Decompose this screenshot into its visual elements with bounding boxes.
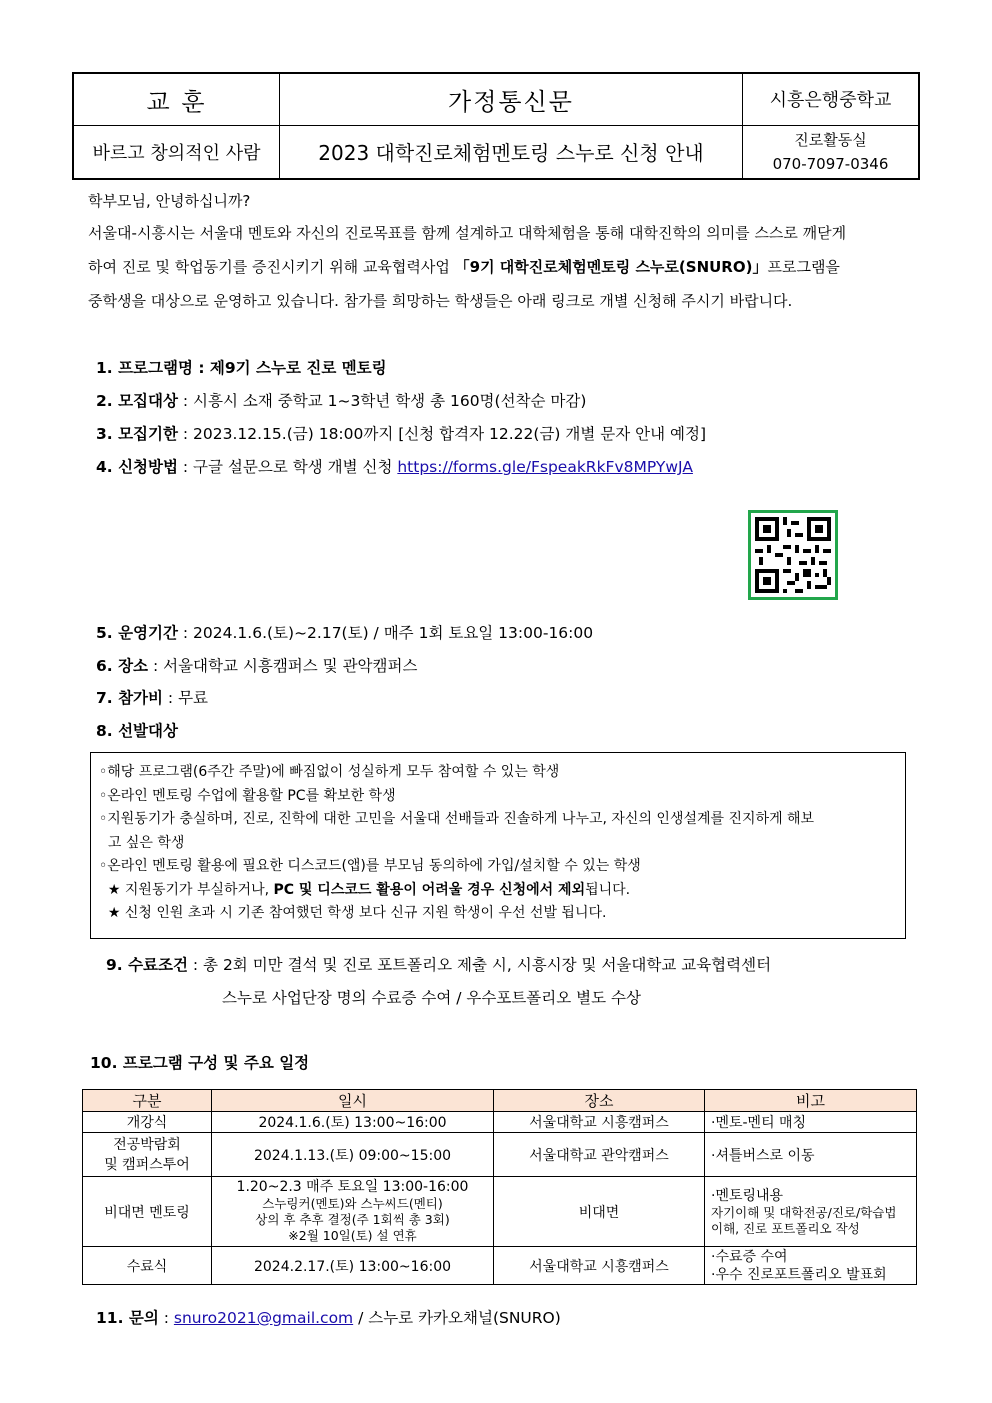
selection-criteria-box: [90, 752, 906, 939]
dept-phone: 070-7097-0346: [772, 154, 889, 173]
item-2-text: : 시흥시 소재 중학교 1~3학년 학생 총 160명(선착순 마감): [177, 392, 587, 410]
item-5: [96, 621, 593, 643]
row-category: 전공박람회 및 캠퍼스투어: [83, 1133, 212, 1177]
row-place: 서울대학교 관악캠퍼스: [494, 1133, 705, 1177]
criteria-5: [99, 879, 897, 903]
row-place: 서울대학교 시흥캠퍼스: [494, 1112, 705, 1133]
item-10: [90, 1051, 309, 1073]
intro-line-3: 중학생을 대상으로 운영하고 있습니다. 참가를 희망하는 학생들은 아래 링크로 개별 신청해 주시기 바랍니다.: [88, 292, 793, 310]
item-5-text: : 2024.1.6.(토)~2.17(토) / 매주 1회 토요일 13:00-16:00: [177, 624, 594, 642]
item-11: [96, 1306, 561, 1328]
row-note: [705, 1247, 917, 1285]
row-place: 비대면: [494, 1177, 705, 1247]
intro-line-2a: 하여 진로 및 학업동기를 증진시키기 위해 교육협력사업: [88, 258, 455, 276]
table-row: [83, 1247, 917, 1285]
item-3: [96, 422, 706, 444]
criteria-1: ◦해당 프로그램(6주간 주말)에 빠짐없이 성실하게 모두 참여할 수 있는 학생: [99, 764, 560, 780]
item-11-sep: :: [158, 1309, 174, 1327]
table-row: [83, 1112, 917, 1133]
criteria-3-cont: 고 싶은 학생: [99, 834, 185, 851]
row-date-line-1: 1.20~2.3 매주 토요일 13:00-16:00: [236, 1179, 469, 1195]
item-8-label: 8. 선발대상: [96, 722, 178, 740]
item-1: [96, 356, 387, 378]
row-place: 서울대학교 시흥캠퍼스: [494, 1247, 705, 1285]
row-date: 2024.2.17.(토) 13:00~16:00: [212, 1247, 494, 1285]
col-header-category: 구분: [83, 1090, 212, 1112]
row-note: ·셔틀버스로 이동: [705, 1133, 917, 1177]
greeting: 학부모님, 안녕하십니까?: [88, 192, 251, 210]
item-4: [96, 455, 693, 477]
criteria-2: ◦온라인 멘토링 수업에 활용할 PC를 확보한 학생: [99, 787, 396, 804]
intro-line-2c: 프로그램을: [767, 258, 840, 276]
criteria-5a: ★ 지원동기가 부실하거나,: [99, 881, 274, 898]
item-7: [96, 686, 208, 708]
item-6-text: : 서울대학교 시흥캠퍼스 및 관악캠퍼스: [148, 657, 418, 675]
notice-subject: 2023 대학진로체험멘토링 스누로 신청 안내: [280, 125, 743, 179]
header-table: [72, 72, 920, 180]
item-8: [96, 719, 178, 741]
school-name: 시흥은행중학교: [743, 73, 920, 125]
item-9: [106, 953, 771, 975]
criteria-4: ◦온라인 멘토링 활용에 필요한 디스코드(앱)를 부모님 동의하에 가입/설치할 수 있는 학생: [99, 858, 641, 874]
item-10-label: 10. 프로그램 구성 및 주요 일정: [90, 1054, 310, 1072]
col-header-place: 장소: [494, 1090, 705, 1112]
item-2-label: 2. 모집대상: [96, 392, 178, 410]
qr-code[interactable]: [748, 510, 838, 600]
item-7-label: 7. 참가비: [96, 689, 163, 707]
contact-cell: [743, 125, 920, 179]
item-3-label: 3. 모집기한: [96, 425, 178, 443]
item-9-label: 9. 수료조건: [106, 956, 188, 974]
row-date: 2024.1.13.(토) 09:00~15:00: [212, 1133, 494, 1177]
intro-line-1: 서울대-시흥시는 서울대 멘토와 자신의 진로목표를 함께 설계하고 대학체험을 통해 대학진학의 의미를 스스로 깨닫게: [88, 224, 847, 242]
table-row: [83, 1177, 917, 1247]
item-6-label: 6. 장소: [96, 657, 149, 675]
motto-label: 교 훈: [73, 73, 280, 125]
contact-email-link[interactable]: snuro2021@gmail.com: [173, 1309, 354, 1327]
criteria-5-bold: PC 및 디스코드 활용이 어려울 경우 신청에서 제외: [273, 881, 586, 898]
row-note: ·멘토-멘티 매칭: [705, 1112, 917, 1133]
row-note-line-1: ·멘토링내용: [711, 1187, 784, 1204]
row-category: 수료식: [83, 1247, 212, 1285]
application-link[interactable]: https://forms.gle/FspeakRkFv8MPYwJA: [397, 458, 693, 476]
item-11-text: / 스누로 카카오채널(SNURO): [353, 1309, 561, 1327]
item-11-label: 11. 문의: [96, 1309, 159, 1327]
criteria-5c: 됩니다.: [585, 881, 631, 898]
item-6: [96, 654, 417, 676]
row-category: 비대면 멘토링: [83, 1177, 212, 1247]
qr-code-image: [751, 513, 835, 597]
row-note-line-2: 자기이해 및 대학전공/진로/학습법: [711, 1204, 897, 1220]
col-header-date: 일시: [212, 1090, 494, 1112]
item-2: [96, 389, 586, 411]
row-note: [705, 1177, 917, 1247]
row-date-line-4: ※2월 10일(토) 설 연휴: [288, 1228, 417, 1243]
col-header-note: 비고: [705, 1090, 917, 1112]
schedule-table: [82, 1089, 917, 1285]
item-1-label: 1. 프로그램명 : 제9기 스누로 진로 멘토링: [96, 359, 387, 377]
table-row: [83, 1133, 917, 1177]
row-note-line-2: ·우수 진로포트폴리오 발표회: [711, 1266, 887, 1283]
item-9-cont: 스누로 사업단장 명의 수료증 수여 / 우수포트폴리오 별도 수상: [222, 989, 641, 1007]
intro-paragraph: [88, 216, 918, 318]
page-title: 가정통신문: [280, 73, 743, 125]
row-note-line-3: 이해, 진로 포트폴리오 작성: [711, 1220, 860, 1236]
row-date-line-2: 스누링커(멘토)와 스누씨드(멘티): [262, 1196, 443, 1211]
criteria-6: ★ 신청 인원 초과 시 기존 참여했던 학생 보다 신규 지원 학생이 우선 선발 됩니다.: [99, 905, 607, 921]
row-date: [212, 1177, 494, 1247]
item-4-text: : 구글 설문으로 학생 개별 신청: [177, 458, 398, 476]
dept-name: 진로활동실: [794, 130, 867, 149]
row-date: 2024.1.6.(토) 13:00~16:00: [212, 1112, 494, 1133]
item-4-label: 4. 신청방법: [96, 458, 178, 476]
item-9-text: : 총 2회 미만 결석 및 진로 포트폴리오 제출 시, 시흥시장 및 서울대학교 교육협력센터: [187, 956, 772, 974]
item-3-text: : 2023.12.15.(금) 18:00까지 [신청 합격자 12.22(금) 개별 문자 안내 예정]: [177, 425, 707, 443]
criteria-3: ◦지원동기가 충실하며, 진로, 진학에 대한 고민을 서울대 선배들과 진솔하게 나누고, 자신의 인생설계를 진지하게 해보: [99, 811, 815, 827]
item-5-label: 5. 운영기간: [96, 624, 178, 642]
item-7-text: : 무료: [163, 689, 209, 707]
row-note-line-1: ·수료증 수여: [711, 1248, 788, 1265]
intro-line-2: [88, 250, 918, 284]
school-motto: 바르고 창의적인 사람: [73, 125, 280, 179]
row-category: 개강식: [83, 1112, 212, 1133]
program-name-bold: 「9기 대학진로체험멘토링 스누로(SNURO)」: [454, 258, 768, 276]
row-date-line-3: 상의 후 추후 결정(주 1회씩 총 3회): [255, 1212, 450, 1227]
